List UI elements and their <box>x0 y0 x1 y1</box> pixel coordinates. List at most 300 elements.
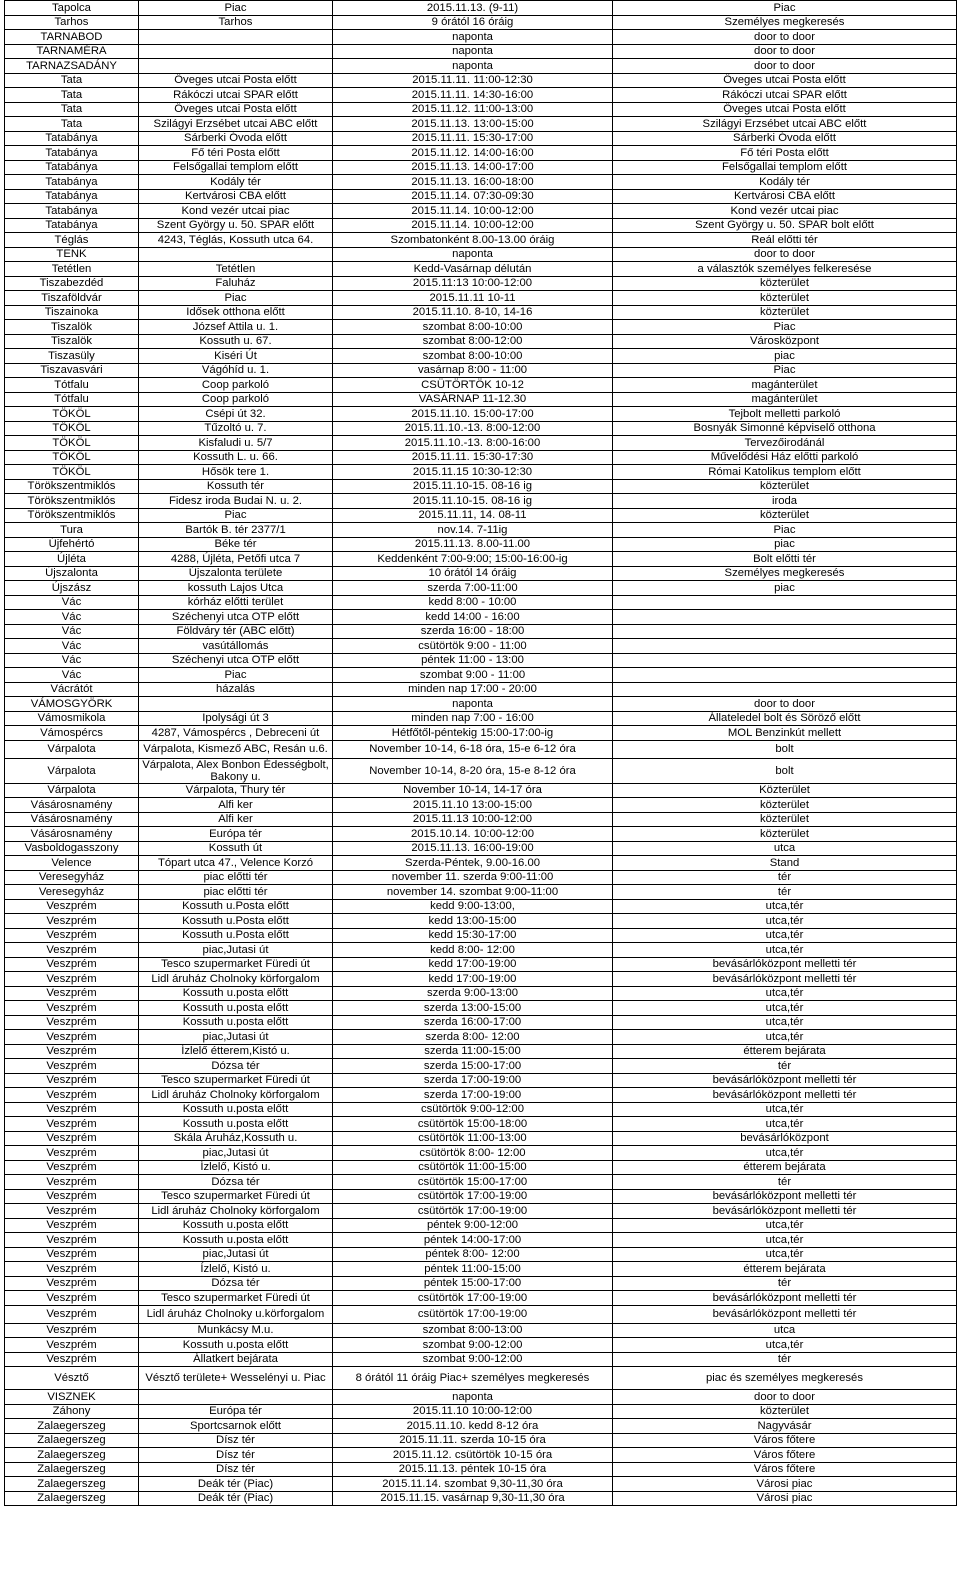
table-row <box>5 726 957 741</box>
location-cell <box>139 247 333 262</box>
place-type-cell: Állateledel bolt és Söröző előtt <box>613 711 957 726</box>
place-type-cell: Kertvárosi CBA előtt <box>613 189 957 204</box>
time-cell: kedd 8:00- 12:00 <box>333 943 613 958</box>
place-type-cell: Piac <box>613 363 957 378</box>
time-cell: 2015.10.14. 10:00-12:00 <box>333 827 613 842</box>
location-cell: Lidl áruház Cholnoky körforgalom <box>139 1088 333 1103</box>
location-cell: Ipolysági út 3 <box>139 711 333 726</box>
settlement-cell: TÖKÖL <box>5 465 139 480</box>
place-type-cell: közterület <box>613 291 957 306</box>
place-type-cell: Bosnyák Simonné képviselő otthona <box>613 421 957 436</box>
place-type-cell: utca,tér <box>613 1030 957 1045</box>
table-row <box>5 552 957 567</box>
settlement-cell: Tiszavasvári <box>5 363 139 378</box>
location-cell: Várpalota, Kismező ABC, Resán u.6. <box>139 740 333 758</box>
table-row <box>5 117 957 132</box>
time-cell: szerda 13:00-15:00 <box>333 1001 613 1016</box>
place-type-cell: Öveges utcai Posta előtt <box>613 102 957 117</box>
settlement-cell: Tata <box>5 88 139 103</box>
location-cell: Dózsa tér <box>139 1059 333 1074</box>
table-row <box>5 928 957 943</box>
location-cell: Kossuth u.posta előtt <box>139 986 333 1001</box>
settlement-cell: Veszprém <box>5 1102 139 1117</box>
place-type-cell: utca,tér <box>613 943 957 958</box>
location-cell: Kossuth u.Posta előtt <box>139 914 333 929</box>
settlement-cell: Zalaegerszeg <box>5 1448 139 1463</box>
location-cell: Kossuth u. 67. <box>139 334 333 349</box>
table-row <box>5 291 957 306</box>
place-type-cell: Tervezőirodánál <box>613 436 957 451</box>
table-row <box>5 639 957 654</box>
settlement-cell: Tura <box>5 523 139 538</box>
time-cell: 9 órától 16 óráig <box>333 15 613 30</box>
time-cell: szerda 15:00-17:00 <box>333 1059 613 1074</box>
settlement-cell: Tata <box>5 73 139 88</box>
time-cell: 2015.11.12. 14:00-16:00 <box>333 146 613 161</box>
settlement-cell: Tatabánya <box>5 175 139 190</box>
location-cell: Dísz tér <box>139 1462 333 1477</box>
location-cell: kossuth Lajos Utca <box>139 581 333 596</box>
location-cell: Tesco szupermarket Füredi út <box>139 1189 333 1204</box>
settlement-cell: Vác <box>5 653 139 668</box>
settlement-cell: Veszprém <box>5 1117 139 1132</box>
place-type-cell: utca,tér <box>613 1001 957 1016</box>
place-type-cell: Bolt előtti tér <box>613 552 957 567</box>
place-type-cell: Piac <box>613 320 957 335</box>
table-row <box>5 479 957 494</box>
table-row <box>5 1088 957 1103</box>
table-row <box>5 1352 957 1367</box>
time-cell: kedd 8:00 - 10:00 <box>333 595 613 610</box>
place-type-cell: Felsőgallai templom előtt <box>613 160 957 175</box>
table-row <box>5 378 957 393</box>
settlement-cell: VÁMOSGYÖRK <box>5 697 139 712</box>
place-type-cell: utca,tér <box>613 914 957 929</box>
table-row <box>5 986 957 1001</box>
settlement-cell: Vámospércs <box>5 726 139 741</box>
table-row <box>5 1276 957 1291</box>
table-row <box>5 1262 957 1277</box>
settlement-cell: Tatabánya <box>5 218 139 233</box>
location-table <box>4 0 957 1506</box>
table-row <box>5 305 957 320</box>
settlement-cell: Veszprém <box>5 1015 139 1030</box>
settlement-cell: Vác <box>5 610 139 625</box>
location-cell: Tesco szupermarket Füredi út <box>139 1073 333 1088</box>
place-type-cell: Sárberki Óvoda előtt <box>613 131 957 146</box>
settlement-cell: Tatabánya <box>5 204 139 219</box>
place-type-cell <box>613 682 957 697</box>
location-cell: Sárberki Óvoda előtt <box>139 131 333 146</box>
table-row <box>5 1291 957 1306</box>
location-cell: Európa tér <box>139 827 333 842</box>
table-row <box>5 436 957 451</box>
time-cell: 2015.11.10-15. 08-16 ig <box>333 494 613 509</box>
place-type-cell: utca,tér <box>613 1247 957 1262</box>
place-type-cell: Városi piac <box>613 1477 957 1492</box>
time-cell: szerda 11:00-15:00 <box>333 1044 613 1059</box>
place-type-cell: door to door <box>613 59 957 74</box>
time-cell: szombat 8:00-10:00 <box>333 349 613 364</box>
time-cell: kedd 15:30-17:00 <box>333 928 613 943</box>
place-type-cell: a választók személyes felkeresése <box>613 262 957 277</box>
settlement-cell: Törökszentmiklós <box>5 494 139 509</box>
table-row <box>5 407 957 422</box>
location-cell: Kossuth L. u. 66. <box>139 450 333 465</box>
location-cell: Tetétlen <box>139 262 333 277</box>
time-cell: 2015.11.13. 16:00-18:00 <box>333 175 613 190</box>
location-cell: Tesco szupermarket Füredi út <box>139 957 333 972</box>
table-row <box>5 1218 957 1233</box>
location-cell: vasútállomás <box>139 639 333 654</box>
time-cell: 2015.11.13. (9-11) <box>333 1 613 16</box>
time-cell: 2015.11:13 10:00-12:00 <box>333 276 613 291</box>
place-type-cell: bevásárlóközpont melletti tér <box>613 1204 957 1219</box>
settlement-cell: Tiszainoka <box>5 305 139 320</box>
table-row <box>5 1 957 16</box>
place-type-cell: Piac <box>613 1 957 16</box>
settlement-cell: Vásárosnamény <box>5 798 139 813</box>
place-type-cell <box>613 639 957 654</box>
time-cell: csütörtök 15:00-17:00 <box>333 1175 613 1190</box>
table-row <box>5 711 957 726</box>
place-type-cell: utca,tér <box>613 1233 957 1248</box>
settlement-cell: Újfehértó <box>5 537 139 552</box>
location-cell: Alfi ker <box>139 812 333 827</box>
settlement-cell: Tatabánya <box>5 131 139 146</box>
place-type-cell: étterem bejárata <box>613 1160 957 1175</box>
time-cell: szerda 7:00-11:00 <box>333 581 613 596</box>
table-row <box>5 595 957 610</box>
place-type-cell: közterület <box>613 276 957 291</box>
table-row <box>5 870 957 885</box>
location-cell: házalás <box>139 682 333 697</box>
table-row <box>5 334 957 349</box>
location-cell: Deák tér (Piac) <box>139 1491 333 1506</box>
place-type-cell: utca,tér <box>613 1338 957 1353</box>
settlement-cell: Záhony <box>5 1404 139 1419</box>
place-type-cell: utca,tér <box>613 986 957 1001</box>
place-type-cell <box>613 624 957 639</box>
time-cell: kedd 17:00-19:00 <box>333 972 613 987</box>
place-type-cell: közterület <box>613 305 957 320</box>
place-type-cell: közterület <box>613 798 957 813</box>
settlement-cell: Veszprém <box>5 1233 139 1248</box>
location-cell: piac,Jutasi út <box>139 943 333 958</box>
settlement-cell: Tiszalök <box>5 334 139 349</box>
time-cell: Keddenként 7:00-9:00; 15:00-16:00-ig <box>333 552 613 567</box>
location-cell <box>139 30 333 45</box>
location-cell: Tűzoltó u. 7. <box>139 421 333 436</box>
table-row <box>5 1102 957 1117</box>
settlement-cell: Veszprém <box>5 1160 139 1175</box>
place-type-cell: Város főtere <box>613 1462 957 1477</box>
time-cell: péntek 14:00-17:00 <box>333 1233 613 1248</box>
place-type-cell: bevásárlóközpont melletti tér <box>613 972 957 987</box>
settlement-cell: Tiszaföldvár <box>5 291 139 306</box>
table-row <box>5 1073 957 1088</box>
location-cell: Kodály tér <box>139 175 333 190</box>
location-cell: Piac <box>139 508 333 523</box>
settlement-cell: Zalaegerszeg <box>5 1491 139 1506</box>
settlement-cell: Veszprém <box>5 1247 139 1262</box>
table-row <box>5 1404 957 1419</box>
settlement-cell: Vásárosnamény <box>5 827 139 842</box>
table-row <box>5 740 957 758</box>
time-cell: kedd 13:00-15:00 <box>333 914 613 929</box>
table-row <box>5 218 957 233</box>
location-cell: Ízlelő, Kistó u. <box>139 1160 333 1175</box>
table-row <box>5 758 957 783</box>
location-cell: Piac <box>139 1 333 16</box>
settlement-cell: Veresegyház <box>5 885 139 900</box>
table-row <box>5 523 957 538</box>
settlement-cell: Veszprém <box>5 899 139 914</box>
time-cell: november 11. szerda 9:00-11:00 <box>333 870 613 885</box>
time-cell: 2015.11.10.-13. 8:00-16:00 <box>333 436 613 451</box>
table-row <box>5 160 957 175</box>
table-row <box>5 363 957 378</box>
settlement-cell: Veresegyház <box>5 870 139 885</box>
time-cell: 2015.11.10-15. 08-16 ig <box>333 479 613 494</box>
location-cell: Piac <box>139 291 333 306</box>
table-row <box>5 841 957 856</box>
settlement-cell: Tapolca <box>5 1 139 16</box>
time-cell: csütörtök 11:00-15:00 <box>333 1160 613 1175</box>
time-cell: 2015.11.10. 8-10, 14-16 <box>333 305 613 320</box>
place-type-cell: tér <box>613 870 957 885</box>
time-cell: 2015.11.15 10:30-12:30 <box>333 465 613 480</box>
time-cell: szerda 17:00-19:00 <box>333 1088 613 1103</box>
table-row <box>5 233 957 248</box>
table-row <box>5 1247 957 1262</box>
location-cell: Lidl áruház Cholnoky u.körforgalom <box>139 1305 333 1323</box>
place-type-cell: utca,tér <box>613 1218 957 1233</box>
time-cell: 2015.11.11. 15:30-17:00 <box>333 131 613 146</box>
table-row <box>5 247 957 262</box>
place-type-cell: magánterület <box>613 392 957 407</box>
time-cell: 2015.11.13. 14:00-17:00 <box>333 160 613 175</box>
time-cell: szerda 9:00-13:00 <box>333 986 613 1001</box>
settlement-cell: Tetétlen <box>5 262 139 277</box>
location-cell: Újszalonta területe <box>139 566 333 581</box>
location-cell: Tesco szupermarket Füredi út <box>139 1291 333 1306</box>
location-cell: Lidl áruház Cholnoky körforgalom <box>139 972 333 987</box>
place-type-cell: tér <box>613 885 957 900</box>
place-type-cell: door to door <box>613 247 957 262</box>
place-type-cell: utca,tér <box>613 899 957 914</box>
table-row <box>5 943 957 958</box>
time-cell: 2015.11.13. péntek 10-15 óra <box>333 1462 613 1477</box>
location-cell: piac,Jutasi út <box>139 1247 333 1262</box>
location-cell: Vésztő területe+ Wesselényi u. Piac <box>139 1367 333 1390</box>
time-cell: CSÜTÖRTÖK 10-12 <box>333 378 613 393</box>
table-row <box>5 262 957 277</box>
settlement-cell: Velence <box>5 856 139 871</box>
table-row <box>5 856 957 871</box>
table-row <box>5 668 957 683</box>
settlement-cell: Veszprém <box>5 972 139 987</box>
time-cell: 10 órától 14 óráig <box>333 566 613 581</box>
place-type-cell: tér <box>613 1276 957 1291</box>
table-row <box>5 465 957 480</box>
location-cell: Európa tér <box>139 1404 333 1419</box>
time-cell: 2015.11.11. szerda 10-15 óra <box>333 1433 613 1448</box>
location-cell: Skála Áruház,Kossuth u. <box>139 1131 333 1146</box>
table-row <box>5 1338 957 1353</box>
time-cell: szombat 8:00-10:00 <box>333 320 613 335</box>
settlement-cell: Vác <box>5 595 139 610</box>
time-cell: naponta <box>333 247 613 262</box>
location-cell: József Attila u. 1. <box>139 320 333 335</box>
location-cell: Kertvárosi CBA előtt <box>139 189 333 204</box>
location-cell: Bartók B. tér 2377/1 <box>139 523 333 538</box>
location-cell <box>139 697 333 712</box>
table-row <box>5 957 957 972</box>
table-row <box>5 653 957 668</box>
time-cell: szombat 8:00-13:00 <box>333 1323 613 1338</box>
time-cell: naponta <box>333 697 613 712</box>
place-type-cell: iroda <box>613 494 957 509</box>
time-cell: csütörtök 17:00-19:00 <box>333 1189 613 1204</box>
time-cell: 8 órától 11 óráig Piac+ személyes megkeresés <box>333 1367 613 1390</box>
location-cell: Kossuth u.posta előtt <box>139 1102 333 1117</box>
place-type-cell <box>613 595 957 610</box>
place-type-cell <box>613 668 957 683</box>
settlement-cell: Újléta <box>5 552 139 567</box>
location-cell: Coop parkoló <box>139 378 333 393</box>
location-cell: Várpalota, Alex Bonbon Édességbolt, Bakony u. <box>139 758 333 783</box>
table-row <box>5 1175 957 1190</box>
table-row <box>5 1131 957 1146</box>
time-cell: péntek 9:00-12:00 <box>333 1218 613 1233</box>
table-row <box>5 421 957 436</box>
settlement-cell: Veszprém <box>5 1189 139 1204</box>
time-cell: péntek 8:00- 12:00 <box>333 1247 613 1262</box>
time-cell: 2015.11.11, 14. 08-11 <box>333 508 613 523</box>
table-row <box>5 1233 957 1248</box>
place-type-cell: Piac <box>613 523 957 538</box>
time-cell: vasárnap 8:00 - 11:00 <box>333 363 613 378</box>
time-cell: 2015.11.13. 13:00-15:00 <box>333 117 613 132</box>
table-row <box>5 1146 957 1161</box>
place-type-cell: közterület <box>613 508 957 523</box>
time-cell: szerda 16:00-17:00 <box>333 1015 613 1030</box>
table-row <box>5 1462 957 1477</box>
place-type-cell: közterület <box>613 827 957 842</box>
place-type-cell: Város főtere <box>613 1433 957 1448</box>
settlement-cell: Várpalota <box>5 740 139 758</box>
location-cell: piac,Jutasi út <box>139 1146 333 1161</box>
table-row <box>5 697 957 712</box>
location-cell: Dózsa tér <box>139 1276 333 1291</box>
time-cell: kedd 9:00-13:00, <box>333 899 613 914</box>
settlement-cell: Veszprém <box>5 1352 139 1367</box>
location-cell: Szent György u. 50. SPAR előtt <box>139 218 333 233</box>
location-cell: Lidl áruház Cholnoky körforgalom <box>139 1204 333 1219</box>
table-row <box>5 276 957 291</box>
location-cell <box>139 44 333 59</box>
place-type-cell: Kodály tér <box>613 175 957 190</box>
place-type-cell: étterem bejárata <box>613 1044 957 1059</box>
location-cell: Kiséri Út <box>139 349 333 364</box>
time-cell: csütörtök 15:00-18:00 <box>333 1117 613 1132</box>
location-cell: Dísz tér <box>139 1448 333 1463</box>
place-type-cell: Személyes megkeresés <box>613 15 957 30</box>
settlement-cell: TARNAMÉRA <box>5 44 139 59</box>
location-cell: Dózsa tér <box>139 1175 333 1190</box>
table-row <box>5 392 957 407</box>
place-type-cell: Fő téri Posta előtt <box>613 146 957 161</box>
time-cell: 2015.11.10. kedd 8-12 óra <box>333 1419 613 1434</box>
place-type-cell: bevásárlóközpont melletti tér <box>613 957 957 972</box>
place-type-cell: MOL Benzinkút mellett <box>613 726 957 741</box>
settlement-cell: Tótfalu <box>5 392 139 407</box>
table-row <box>5 914 957 929</box>
place-type-cell: Öveges utcai Posta előtt <box>613 73 957 88</box>
settlement-cell: Veszprém <box>5 1030 139 1045</box>
location-cell: Kisfaludi u. 5/7 <box>139 436 333 451</box>
place-type-cell: Művelődési Ház előtti parkoló <box>613 450 957 465</box>
time-cell: szerda 16:00 - 18:00 <box>333 624 613 639</box>
time-cell: 2015.11.10. 15:00-17:00 <box>333 407 613 422</box>
table-row <box>5 1305 957 1323</box>
time-cell: 2015.11.12. csütörtök 10-15 óra <box>333 1448 613 1463</box>
table-row <box>5 102 957 117</box>
table-row <box>5 972 957 987</box>
time-cell: 2015.11.15. vasárnap 9,30-11,30 óra <box>333 1491 613 1506</box>
settlement-cell: Veszprém <box>5 1088 139 1103</box>
settlement-cell: Veszprém <box>5 1291 139 1306</box>
settlement-cell: Veszprém <box>5 1131 139 1146</box>
table-row <box>5 1367 957 1390</box>
place-type-cell: utca <box>613 841 957 856</box>
time-cell: naponta <box>333 59 613 74</box>
place-type-cell: door to door <box>613 30 957 45</box>
place-type-cell: door to door <box>613 1390 957 1405</box>
place-type-cell: piac <box>613 349 957 364</box>
location-cell: Munkácsy M.u. <box>139 1323 333 1338</box>
settlement-cell: TÖKÖL <box>5 450 139 465</box>
time-cell: Hétfőtől-péntekig 15:00-17:00-ig <box>333 726 613 741</box>
place-type-cell: door to door <box>613 697 957 712</box>
place-type-cell <box>613 653 957 668</box>
place-type-cell: utca,tér <box>613 1102 957 1117</box>
table-row <box>5 494 957 509</box>
location-cell: Kossuth u.posta előtt <box>139 1338 333 1353</box>
table-row <box>5 1323 957 1338</box>
settlement-cell: Tiszasüly <box>5 349 139 364</box>
table-row <box>5 189 957 204</box>
location-cell: piac előtti tér <box>139 870 333 885</box>
place-type-cell: Római Katolikus templom előtt <box>613 465 957 480</box>
location-cell: Piac <box>139 668 333 683</box>
settlement-cell: Zalaegerszeg <box>5 1433 139 1448</box>
location-cell: Ízlelő étterem,Kistó u. <box>139 1044 333 1059</box>
settlement-cell: Vác <box>5 668 139 683</box>
settlement-cell: Vác <box>5 639 139 654</box>
table-row <box>5 1044 957 1059</box>
settlement-cell: Veszprém <box>5 1262 139 1277</box>
time-cell: 2015.11.11. 15:30-17:30 <box>333 450 613 465</box>
location-cell: Idősek otthona előtt <box>139 305 333 320</box>
location-cell: Állatkert bejárata <box>139 1352 333 1367</box>
location-cell: Béke tér <box>139 537 333 552</box>
time-cell: szombat 9:00 - 11:00 <box>333 668 613 683</box>
table-row <box>5 610 957 625</box>
location-cell: Kossuth u.posta előtt <box>139 1001 333 1016</box>
location-cell: 4287, Vámospércs , Debreceni út <box>139 726 333 741</box>
